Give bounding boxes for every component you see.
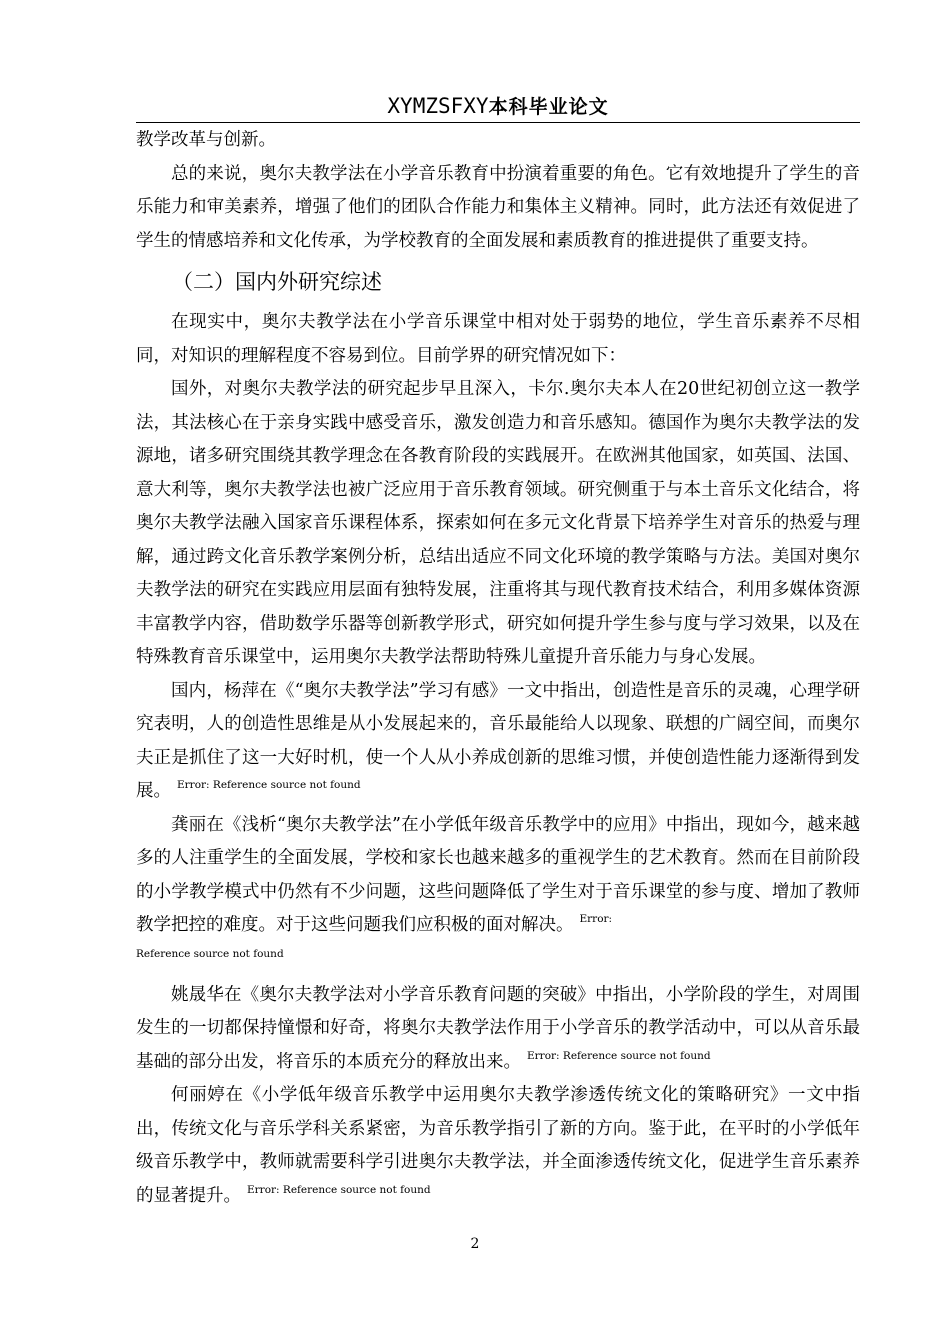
page-number: 2 (470, 1236, 480, 1252)
paragraph: 总的来说，奥尔夫教学法在小学音乐教育中扮演着重要的角色。它有效地提升了学生的音乐能力和审美素养，增强了他们的团队合作能力和集体主义精神。同时，此方法还有效促进了学生的情感培养和文化传承，为学校教育的全面发展和素质教育的推进提供了重要支持。 (136, 163, 860, 251)
reference-error: Error: (579, 913, 613, 925)
paragraph (136, 809, 860, 943)
paragraph (136, 675, 860, 809)
header-title: 本科毕业论文 (488, 96, 609, 118)
reference-error: Error: Reference source not found (247, 1183, 431, 1196)
paragraph (136, 1079, 860, 1213)
paragraph-text: 姚晟华在《奥尔夫教学法对小学音乐教育问题的突破》中指出，小学阶段的学生，对周围发生的一切都保持憧憬和好奇，将奥尔夫教学法作用于小学音乐的教学活动中，可以从音乐最基础的部分出发，将音乐的本质充分的释放出来。 (136, 984, 860, 1072)
paragraph: 教学改革与创新。 (136, 130, 276, 150)
paragraph (136, 979, 860, 1080)
reference-error: Error: Reference source not found (177, 779, 361, 791)
reference-error-continued: Reference source not found (136, 947, 284, 960)
page-header (136, 92, 860, 123)
paragraph: 在现实中，奥尔夫教学法在小学音乐课堂中相对处于弱势的地位，学生音乐素养不尽相同，对知识的理解程度不容易到位。目前学界的研究情况如下： (136, 312, 860, 366)
paragraph-text: 龚丽在《浅析“奥尔夫教学法”在小学低年级音乐教学中的应用》中指出，现如今，越来越多的人注重学生的全面发展，学校和家长也越来越多的重视学生的艺术教育。然而在目前阶段的小学教学模式中仍然有不少问题，这些问题降低了学生对于音乐课堂的参与度、增加了教师教学把控的难度。对于这些问题我们应积极的面对解决。 (136, 814, 860, 935)
reference-error: Error: Reference source not found (527, 1049, 711, 1062)
paragraph: 国外，对奥尔夫教学法的研究起步早且深入，卡尔.奥尔夫本人在20世纪初创立这一教学法，其法核心在于亲身实践中感受音乐，激发创造力和音乐感知。德国作为奥尔夫教学法的发源地，诸多研究围绕其教学理念在各教育阶段的实践展开。在欧洲其他国家，如英国、法国、意大利等，奥尔夫教学法也被广泛应用于音乐教育领域。研究侧重于与本土音乐文化结合，将奥尔夫教学法融入国家音乐课程体系，探索如何在多元文化背景下培养学生对音乐的热爱与理解，通过跨文化音乐教学案例分析，总结出适应不同文化环境的教学策略与方法。美国对奥尔夫教学法的研究在实践应用层面有独特发展，注重将其与现代教育技术结合，利用多媒体资源丰富教学内容，借助数学乐器等创新教学形式，研究如何提升学生参与度与学习效果，以及在特殊教育音乐课堂中，运用奥尔夫教学法帮助特殊儿童提升音乐能力与身心发展。 (136, 379, 860, 667)
paragraph-text: 国内，杨萍在《“奥尔夫教学法”学习有感》一文中指出，创造性是音乐的灵魂，心理学研究表明，人的创造性思维是从小发展起来的，音乐最能给人以现象、联想的广阔空间，而奥尔夫正是抓住了这一大好时机，使一个人从小养成创新的思维习惯，并使创造性能力逐渐得到发展。 (136, 680, 860, 801)
header-code: XYMZSFXY (387, 94, 489, 118)
section-heading: （二）国内外研究综述 (172, 270, 382, 294)
paragraph-text: 何丽婷在《小学低年级音乐教学中运用奥尔夫教学渗透传统文化的策略研究》一文中指出，传统文化与音乐学科关系紧密，为音乐教学指引了新的方向。鉴于此，在平时的小学低年级音乐教学中，教师就需要科学引进奥尔夫教学法，并全面渗透传统文化，促进学生音乐素养的显著提升。 (136, 1085, 860, 1206)
document-body (136, 124, 860, 1213)
